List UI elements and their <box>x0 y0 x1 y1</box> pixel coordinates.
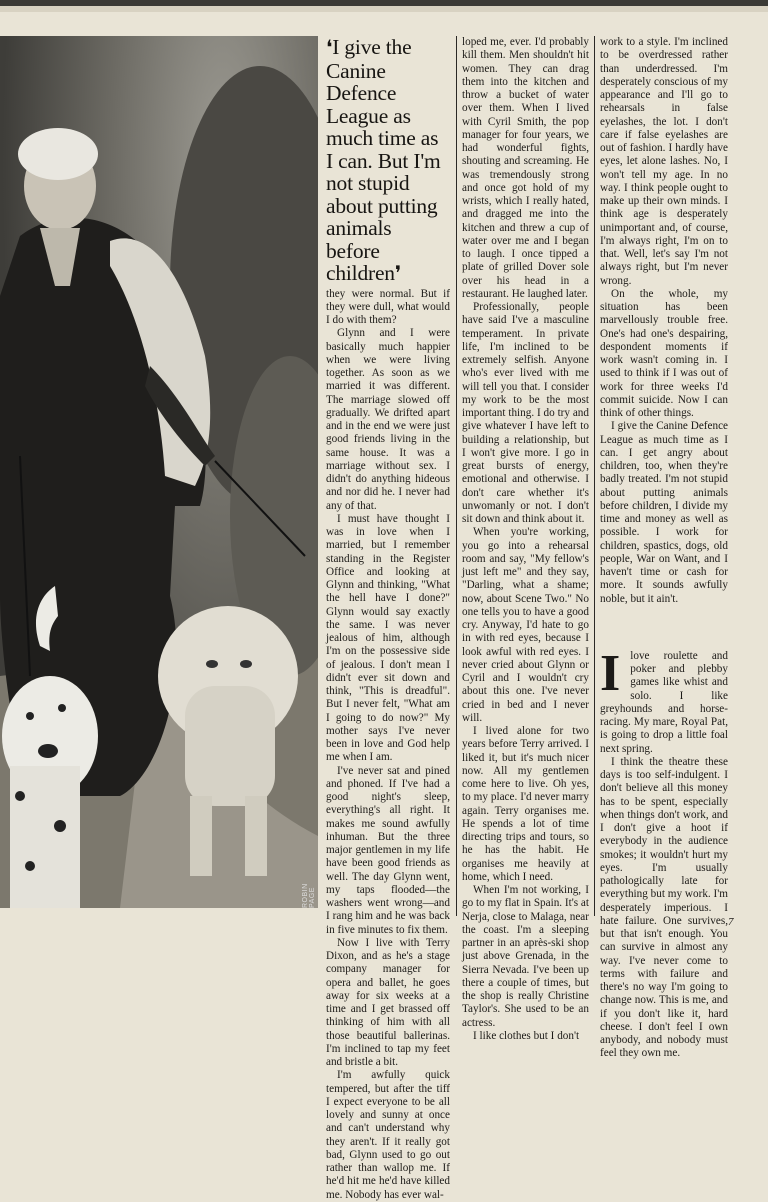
pull-quote-text: I give the Canine Defence League as much time as I can. But I'm not stupid about putting animals before children <box>326 35 441 285</box>
paragraph: they were normal. But if they were dull, what would I do with them? <box>326 287 450 326</box>
page-number: 7 <box>728 916 734 928</box>
open-quote-icon: ❛ <box>326 37 333 59</box>
paragraph: I like clothes but I don't <box>473 1029 580 1042</box>
paragraph: work to a style. I'm inclined to be overdressed rather than underdressed. I'm desperately conscious of my appearance and I'll go to rehearsals in false eyelashes, the lot. I don't care if false eyelashes are out of fashion. I hardly have eyes, let alone lashes. No, I won't tell my age. In no way. I think people ought to make up their own minds. I think age is desperately unimportant and, of course, I'm always right, I'm on to that. Well, let's say I'm not always right, but I'm never wrong. <box>600 36 728 287</box>
paragraph: I must have thought I was in love when I married, but I remember standing in the Register Office and looking at Glynn and thinking, "What the hell have I done?" Glynn would say exactly the same. I was never jealous of him, although I'm on the possessive side of jealous. I don't mean I didn't ever sit down and think, "This is dreadful". But I never felt, "What am I going to do now?" My mother says I've never been in love and God help me when I am. <box>326 512 450 764</box>
photo-illustration <box>0 36 318 908</box>
article-column-2 <box>462 36 589 1043</box>
paragraph: loped me, ever. I'd probably kill them. Men shouldn't hit women. They can drag them into the kitchen and throw a bucket of water over them. When I lived with Cyril Smith, the pop manager for four years, we had wonderful fights, shouting and screaming. He was tremendously strong and once got hold of my wrists, which I really hated, and dragged me into the kitchen and threw a cup of water over me and I began to laugh. I once tipped a plate of grilled Dover sole over his head in a restaurant. He laughed later. <box>462 36 589 300</box>
paragraph: I'm awfully quick tempered, but after the tiff I expect everyone to be all lovely and sunny at once and can't understand why they aren't. If it really got bad, Glynn used to go out rather than wallop me. If he'd hit me he'd have killed me. Nobody has ever wal- <box>326 1069 450 1201</box>
page-top-margin <box>0 6 768 12</box>
column-3-body-continued <box>600 756 728 1061</box>
paragraph: I give the Canine Defence League as much time as I can. I get angry about children, too, when they're badly treated. I'm not stupid about putting animals before children, I divide my time and money as well as possible. I work for children, spastics, dogs, old people, War on Want, and I haven't time or cash for more. It sounds awfully noble, but it ain't. <box>600 420 728 605</box>
photo-woman-with-dogs <box>0 36 318 908</box>
paragraph: I lived alone for two years before Terry arrived. I liked it, but it's much nicer now. All my gentlemen come here to live. Oh yes, to my place. I'd never marry again. Terry organises me. He spends a lot of time directing trips and tours, so he has the habit. He organises me heavily at home, which I need. <box>462 725 589 883</box>
paragraph: When you're working, you go into a rehearsal room and say, "My fellow's just left me" and they say, "Darling, what a shame; now, about Scene Two." No one tells you to have a good cry. Anyway, I'd hate to go in with red eyes, because I look awful with red eyes. I never cried about Glynn or Cyril and I wouldn't cry about this one. I've never cried in bed and I never will. <box>462 526 589 724</box>
paragraph: Professionally, people have said I've a masculine temperament. In private life, I'm inclined to be extremely selfish. Anyone who's ever lived with me will tell you that. I consider my work to be the most important thing. I do try and give whatever I have left to building a relationship, but I won't give more. I go in great bursts of energy, emotional and otherwise. I don't care whether it's unwomanly or not. I don't sit down and think about it. <box>462 301 589 525</box>
article-column-1 <box>326 36 450 1202</box>
article-column-3 <box>600 36 728 1061</box>
dropcap-paragraph <box>600 644 728 756</box>
column-2-body <box>462 36 589 1043</box>
dropcap-paragraph-text: love roulette and poker and plebby games like whist and solo. I like greyhounds and horse-racing. My mare, Royal Pat, is going to drop a little foal next spring. <box>600 649 728 755</box>
column-rule-2 <box>594 36 595 916</box>
column-rule-1 <box>456 36 457 916</box>
paragraph: On the whole, my situation has been marvellously trouble free. One's had one's despairing, despondent moments if work wasn't coming in. I used to think if I was out of work for three weeks I'd commit suicide. Now I can think of other things. <box>600 287 728 419</box>
column-1-body <box>326 288 450 1202</box>
paragraph: I've never sat and pined and phoned. If I've had a good night's sleep, everything's all right. It makes me sound awfully inhuman. But the three major gentlemen in my life have been good friends as well. The day Glynn went, my taps flooded—the washers went wrong—and I rang him and he was back in five minutes to fix them. <box>326 764 450 936</box>
section-spacer <box>600 606 728 650</box>
paragraph: Glynn and I were basically much happier when we were living together. As soon as we married it was different. The marriage slowed off gradually. We drifted apart and in the end we were just good friends living in the same house. It was a marriage without sex. I didn't do anything hideous and nor did he. I never had any of that. <box>326 327 450 512</box>
paragraph: I think the theatre these days is too self-indulgent. I don't believe all this money has to be spent, especially when things don't work, and I don't give a hoot if everybody in the audience smokes; it wouldn't hurt my eyes. I'm usually pathologically late for everything but my work. I'm desperately imperious. I hate failure. One survives, but that isn't enough. You can survive in almost any way. I've never come to terms with failure and there's no way I'm going to change now. This is me, and if you don't like it, hard cheese. I don't feel I own anybody, and nobody must feel they own me. <box>600 755 728 1060</box>
column-3-body <box>600 36 728 606</box>
photo-credit: ROBIN PAGE <box>302 883 316 908</box>
pull-quote <box>326 36 450 286</box>
paragraph: Now I live with Terry Dixon, and as he's a stage company manager for opera and ballet, he goes away for six weeks at a time and I get brassed off thinking of him with all those beautiful ballerinas. I'm inclined to tap my feet and bristle a bit. <box>326 936 450 1068</box>
dropcap: I <box>600 644 621 702</box>
close-quote-icon: ❜ <box>394 263 402 285</box>
paragraph: When I'm not working, I go to my flat in Spain. It's at Nerja, close to Malaga, near the coast. I'm a sleeping partner in an après-ski shop just above Grenada, in the Sierra Nevada. I've been up there a couple of times, but the shop is really Christine Taylor's. She used to be an actress. <box>462 884 589 1029</box>
